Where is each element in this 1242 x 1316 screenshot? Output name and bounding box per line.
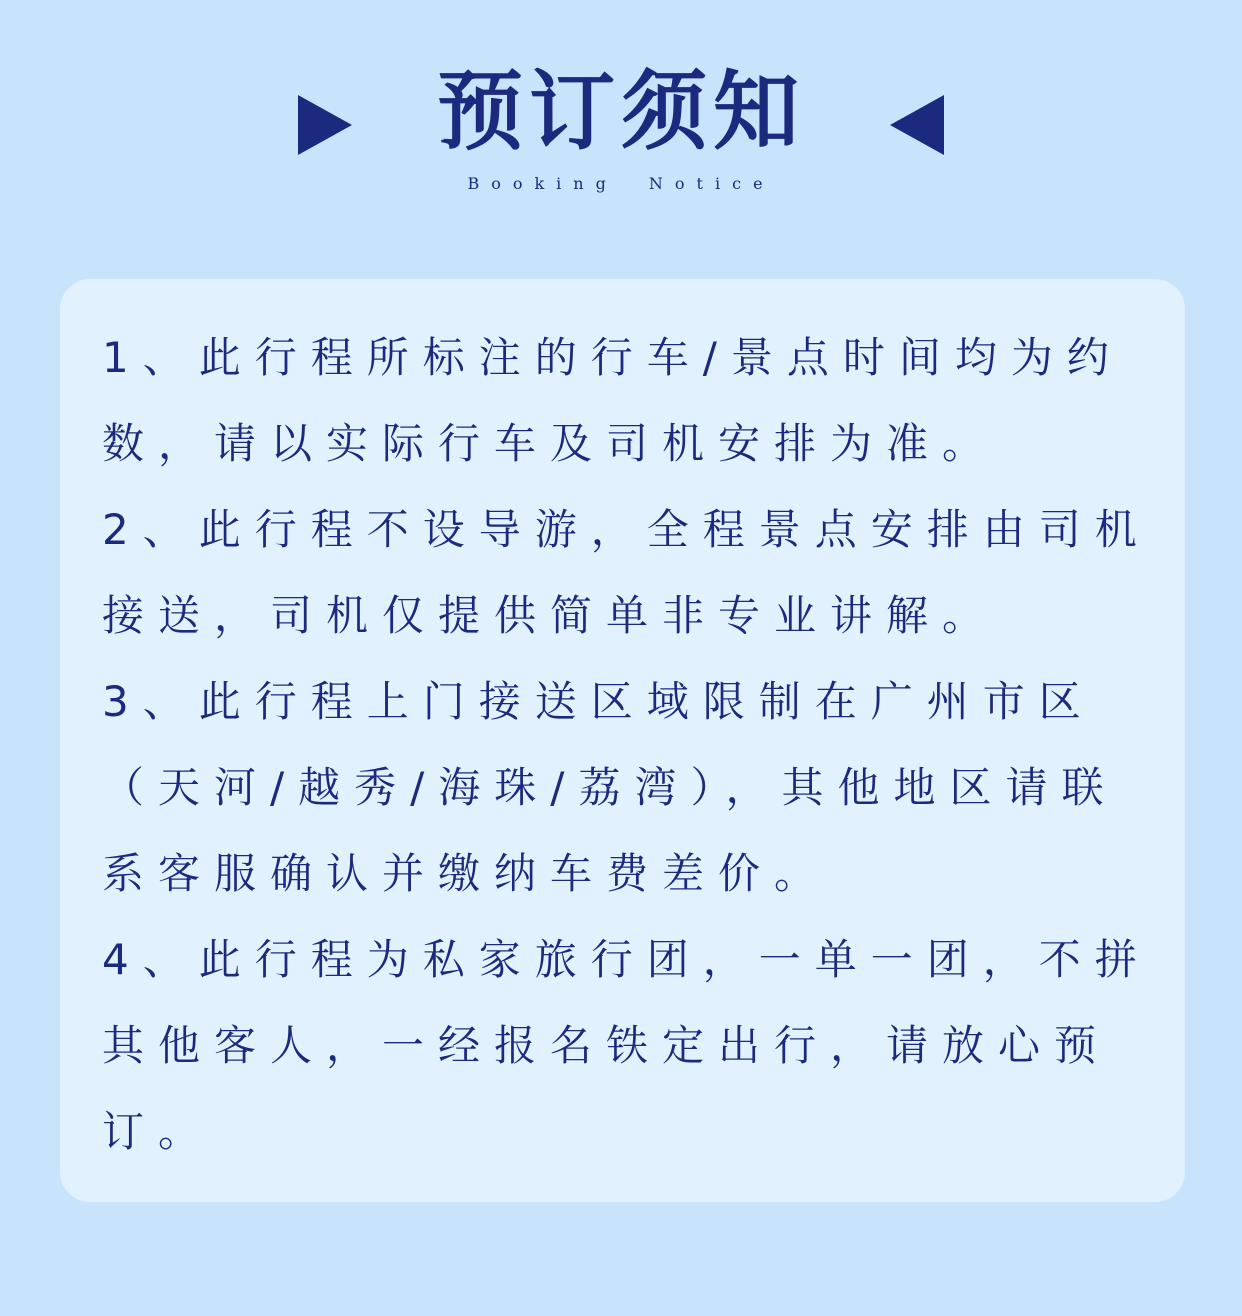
- notice-card: [60, 279, 1185, 1202]
- notice-item-1: 1、此行程所标注的行车/景点时间均为约数，请以实际行车及司机安排为准。: [102, 333, 1123, 468]
- notice-item-3: 3、此行程上门接送区域限制在广州市区（天河/越秀/海珠/荔湾），其他地区请联系客服确认并缴纳车费差价。: [102, 677, 1118, 898]
- triangle-left-icon: [890, 95, 944, 155]
- notice-list: [102, 315, 1162, 1175]
- page-subtitle: Booking Notice: [467, 174, 775, 193]
- notice-item-4: 4、此行程为私家旅行团，一单一团，不拼其他客人，一经报名铁定出行，请放心预订。: [102, 935, 1151, 1156]
- header: [0, 0, 1242, 230]
- notice-item-2: 2、此行程不设导游，全程景点安排由司机接送，司机仅提供简单非专业讲解。: [102, 505, 1151, 640]
- page-title: 预订须知: [437, 61, 805, 162]
